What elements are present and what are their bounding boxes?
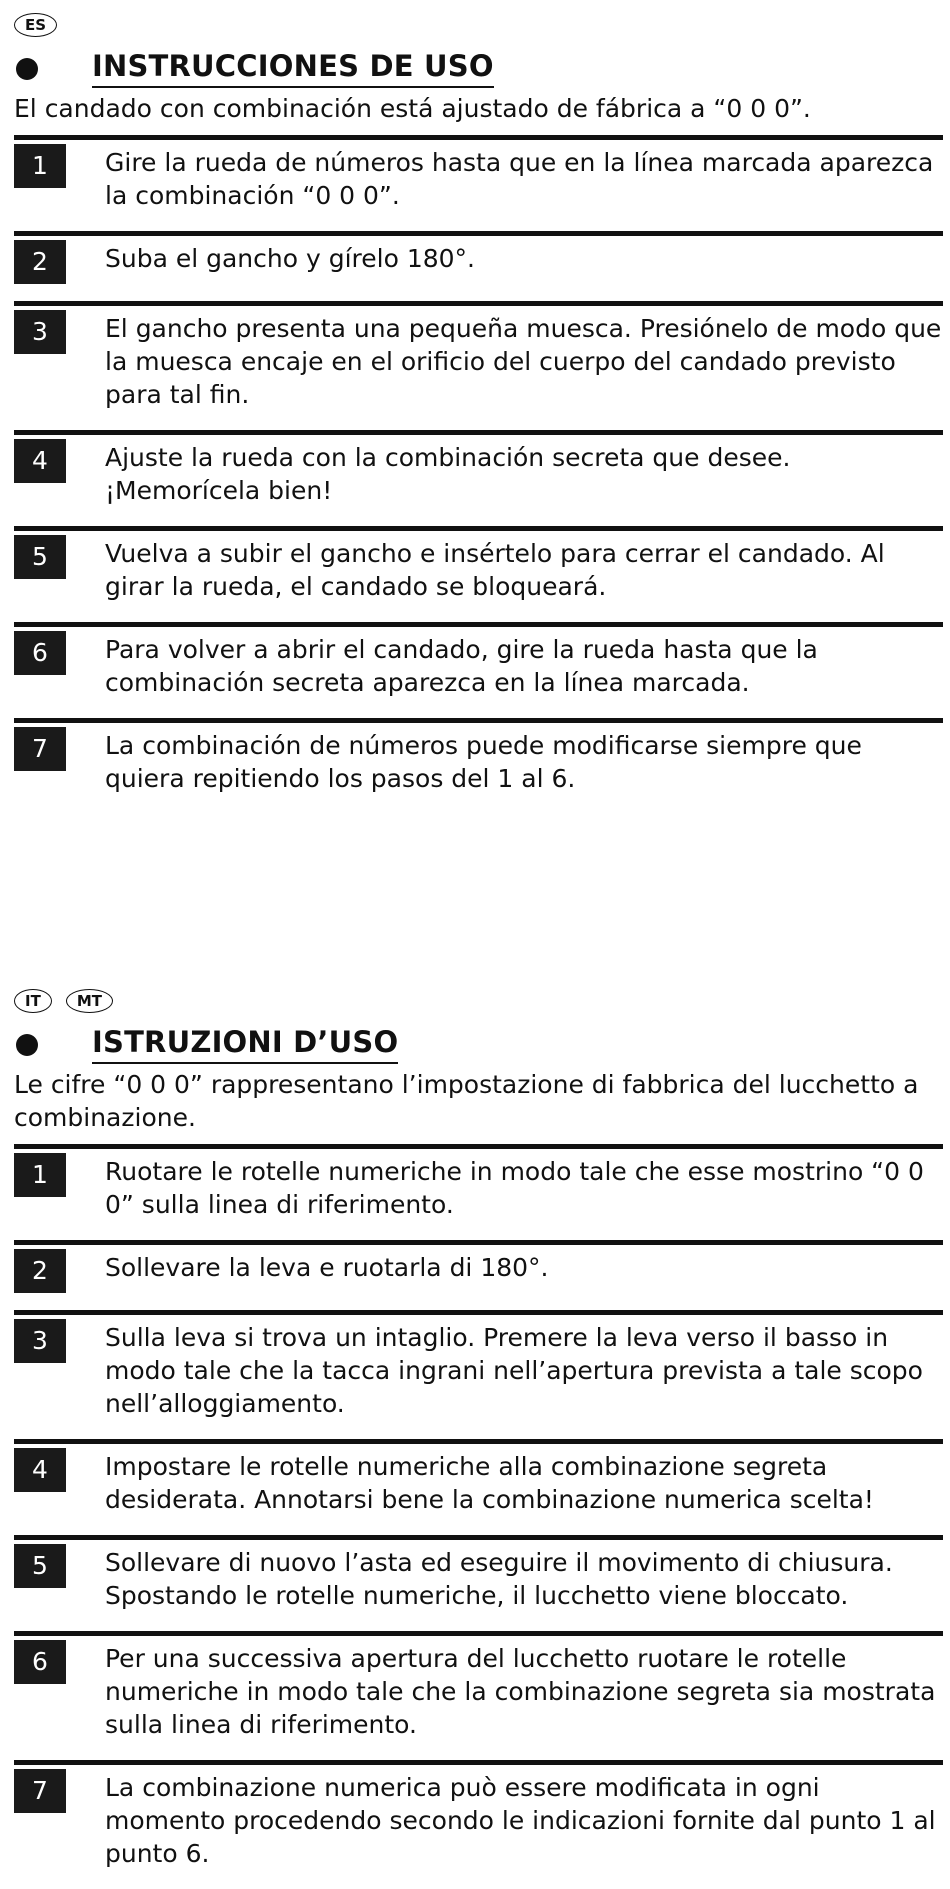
step-number: 6 bbox=[14, 1640, 66, 1684]
step-item bbox=[14, 622, 943, 707]
step-item bbox=[14, 1240, 943, 1299]
step-text: Ajuste la rueda con la combinación secreta que desee. ¡Memorícela bien! bbox=[105, 443, 791, 505]
step-number: 2 bbox=[14, 240, 66, 284]
step-text: Suba el gancho y gírelo 180°. bbox=[105, 244, 476, 273]
steps-list bbox=[14, 135, 943, 803]
steps-list bbox=[14, 1144, 943, 1878]
step-number: 7 bbox=[14, 727, 66, 771]
heading-row bbox=[14, 1018, 943, 1068]
step-text: El gancho presenta una pequeña muesca. Presiónelo de modo que la muesca encaje en el orificio del cuerpo del candado previsto para tal fin. bbox=[105, 314, 942, 409]
step-text: Per una successiva apertura del lucchetto ruotare le rotelle numeriche in modo tale che la combinazione segreta sia mostrata sulla linea di riferimento. bbox=[105, 1644, 936, 1739]
step-text: Ruotare le rotelle numeriche in modo tale che esse mostrino “0 0 0” sulla linea di riferimento. bbox=[105, 1157, 924, 1219]
step-text: La combinación de números puede modificarse siempre que quiera repitiendo los pasos del 1 al 6. bbox=[105, 731, 862, 793]
lang-badge-es: ES bbox=[14, 13, 57, 37]
step-item bbox=[14, 1439, 943, 1524]
step-number: 2 bbox=[14, 1249, 66, 1293]
step-item bbox=[14, 1144, 943, 1229]
step-text: La combinazione numerica può essere modificata in ogni momento procedendo secondo le indicazioni fornite dal punto 1 al punto 6. bbox=[105, 1773, 936, 1868]
step-item bbox=[14, 231, 943, 290]
step-item bbox=[14, 1760, 943, 1878]
step-number: 7 bbox=[14, 1769, 66, 1813]
lang-badge-mt: MT bbox=[66, 989, 113, 1013]
step-text: Impostare le rotelle numeriche alla combinazione segreta desiderata. Annotarsi bene la combinazione numerica scelta! bbox=[105, 1452, 874, 1514]
step-text: Sollevare la leva e ruotarla di 180°. bbox=[105, 1253, 549, 1282]
step-number: 3 bbox=[14, 310, 66, 354]
step-item bbox=[14, 301, 943, 419]
section-it bbox=[14, 984, 943, 1889]
step-item bbox=[14, 430, 943, 515]
intro-text: Le cifre “0 0 0” rappresentano l’impostazione di fabbrica del lucchetto a combinazione. bbox=[14, 1070, 919, 1132]
section-heading: ISTRUZIONI D’USO bbox=[92, 1024, 398, 1064]
step-number: 6 bbox=[14, 631, 66, 675]
heading-row bbox=[14, 42, 943, 92]
section-heading: INSTRUCCIONES DE USO bbox=[92, 48, 494, 88]
step-number: 1 bbox=[14, 144, 66, 188]
step-item bbox=[14, 135, 943, 220]
bullet-icon bbox=[16, 1034, 38, 1056]
step-text: Sollevare di nuovo l’asta ed eseguire il movimento di chiusura. Spostando le rotelle numeriche, il lucchetto viene bloccato. bbox=[105, 1548, 893, 1610]
step-number: 5 bbox=[14, 1544, 66, 1588]
language-badges bbox=[14, 8, 943, 42]
intro-text: El candado con combinación está ajustado de fábrica a “0 0 0”. bbox=[14, 94, 811, 123]
step-number: 4 bbox=[14, 439, 66, 483]
step-number: 3 bbox=[14, 1319, 66, 1363]
lang-badge-it: IT bbox=[14, 989, 52, 1013]
step-text: Sulla leva si trova un intaglio. Premere la leva verso il basso in modo tale che la tacca ingrani nell’apertura prevista a tale scopo nell’alloggiamento. bbox=[105, 1323, 923, 1418]
step-number: 5 bbox=[14, 535, 66, 579]
step-text: Para volver a abrir el candado, gire la rueda hasta que la combinación secreta aparezca en la línea marcada. bbox=[105, 635, 818, 697]
step-number: 4 bbox=[14, 1448, 66, 1492]
step-item bbox=[14, 1535, 943, 1620]
step-item bbox=[14, 1631, 943, 1749]
bullet-icon bbox=[16, 58, 38, 80]
section-es bbox=[14, 8, 943, 814]
language-badges bbox=[14, 984, 943, 1018]
step-item bbox=[14, 526, 943, 611]
step-item bbox=[14, 1310, 943, 1428]
step-number: 1 bbox=[14, 1153, 66, 1197]
step-text: Vuelva a subir el gancho e insértelo para cerrar el candado. Al girar la rueda, el candado se bloqueará. bbox=[105, 539, 885, 601]
step-item bbox=[14, 718, 943, 803]
step-text: Gire la rueda de números hasta que en la línea marcada aparezca la combinación “0 0 0”. bbox=[105, 148, 934, 210]
